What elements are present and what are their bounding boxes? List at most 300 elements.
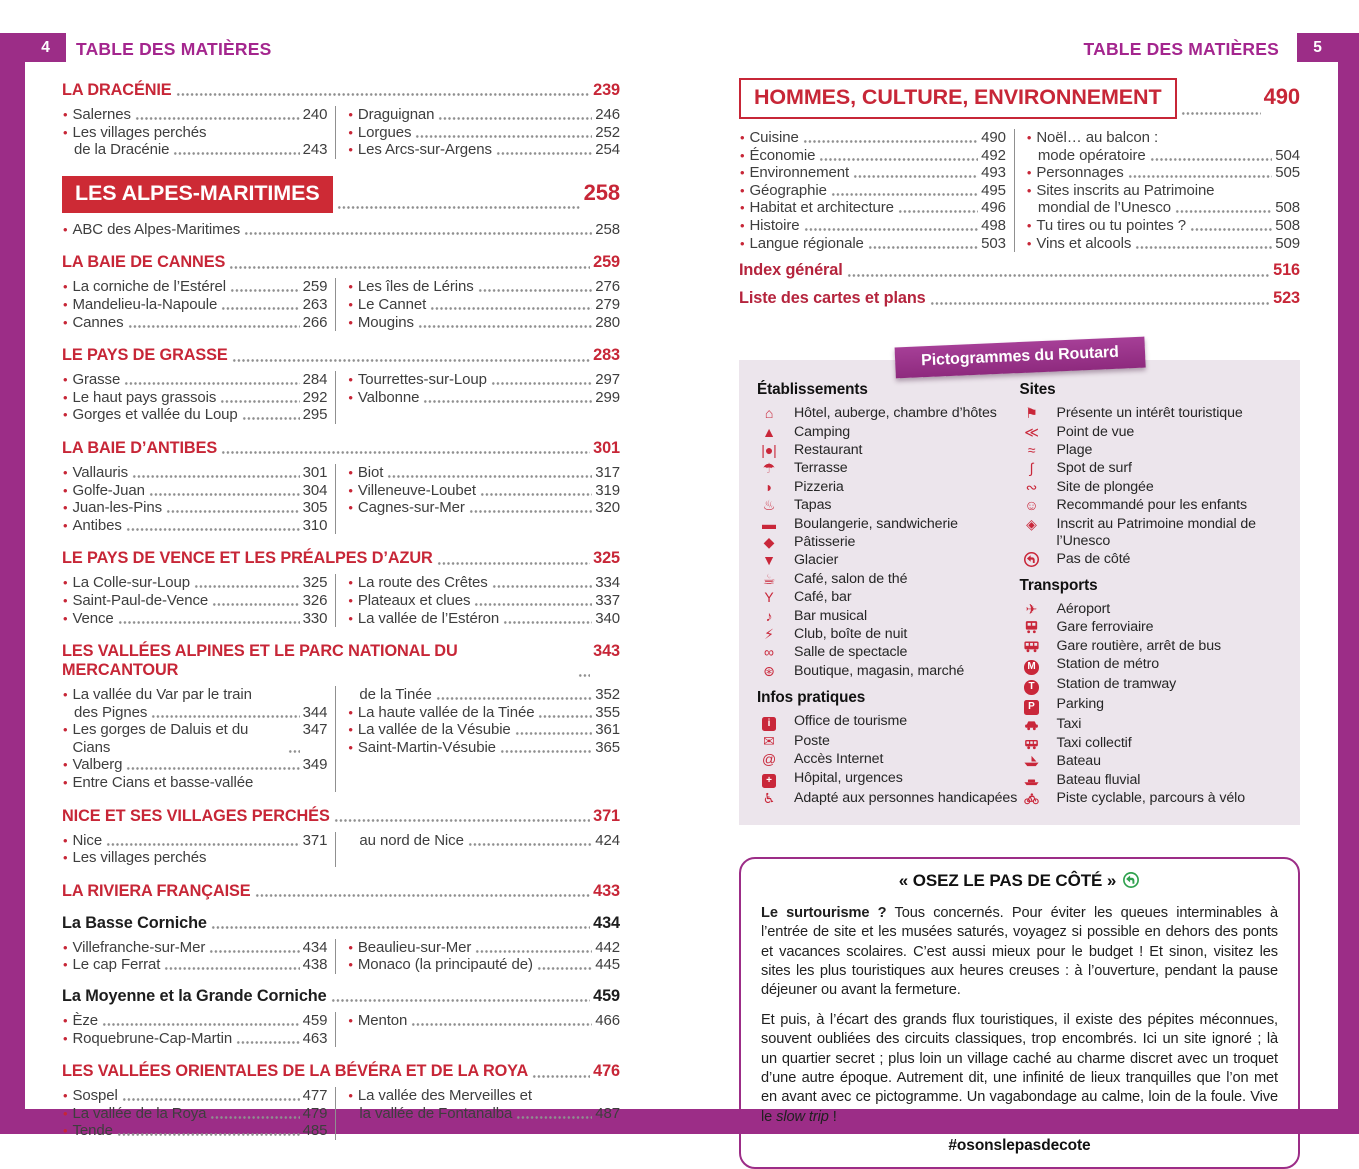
bullet-icon: • xyxy=(63,832,68,848)
pictogram-entry xyxy=(1020,772,1283,789)
terrace-icon-cell xyxy=(757,460,781,476)
bullet-icon: • xyxy=(63,296,68,312)
pictogram-label: Plage xyxy=(1056,441,1093,458)
toc-columns xyxy=(62,464,620,534)
page-number: 284 xyxy=(302,371,328,389)
dots-leader xyxy=(194,579,300,592)
page-number: 310 xyxy=(302,516,328,534)
toc-column-right xyxy=(1014,129,1300,252)
dots-leader xyxy=(831,186,978,199)
toc-entry xyxy=(1026,235,1300,253)
toc-entry xyxy=(62,464,327,482)
pictogram-entry xyxy=(1020,753,1283,770)
dots-leader xyxy=(853,169,978,182)
bullet-icon: • xyxy=(348,482,353,498)
entry-label: mode opératoire xyxy=(1037,146,1146,164)
bullet-icon: • xyxy=(63,939,68,955)
dots-leader xyxy=(1128,169,1273,182)
toc-column-left xyxy=(62,939,335,974)
entry-label: Les gorges de Daluis et du Cians xyxy=(72,721,249,756)
entry-label: La Colle-sur-Loup xyxy=(72,574,190,592)
toc-section-heading xyxy=(62,807,620,826)
internet-icon-cell xyxy=(757,751,781,767)
pictogram-entry xyxy=(1020,442,1283,459)
dots-leader xyxy=(803,134,978,147)
page-number: 487 xyxy=(595,1104,620,1122)
page-number: 239 xyxy=(593,81,620,99)
bullet-icon: • xyxy=(1026,182,1032,198)
page-number: 292 xyxy=(302,388,328,406)
bullet-icon: • xyxy=(348,372,353,388)
sidestep-paragraph: Et puis, à l’écart des grands flux touristiques, il existe des pépites méconnues, souvent oubliées des circuits classiques, trop encombrés. Ici un site ignoré ; là un quartier secret ; plus loin un village caché au charme discret avec un troquet d’une autre époque. Autrement dit, une infinité de lieux tranquilles que l’on met en avant avec ce pictogramme. Un vagabondage au calme, loin de la foule. Vive le slow trip ! xyxy=(761,1011,1278,1125)
bullet-icon: • xyxy=(63,722,68,738)
running-header-right: TABLE DES MATIÈRES xyxy=(1083,39,1279,59)
bullet-icon: • xyxy=(348,279,353,295)
sidestep-hashtag: #osonslepasdecote xyxy=(948,1137,1091,1155)
bullet-icon: • xyxy=(348,957,353,973)
page-number: 459 xyxy=(302,1012,328,1030)
bullet-icon: • xyxy=(63,314,68,330)
pictogram-entry xyxy=(1020,460,1283,477)
toc-columns xyxy=(739,129,1300,252)
toc-column-right xyxy=(335,832,620,867)
toc-entry xyxy=(62,1122,327,1140)
dots-leader xyxy=(469,504,592,517)
dots-leader xyxy=(492,579,593,592)
bullet-icon: • xyxy=(63,757,68,773)
toc-columns xyxy=(62,574,620,627)
page-number: 243 xyxy=(302,141,328,159)
entry-label: Histoire xyxy=(749,216,800,234)
bullet-icon: • xyxy=(63,407,68,423)
pictogram-label: Gare ferroviaire xyxy=(1056,619,1154,636)
toc-entry xyxy=(62,278,327,296)
camping-icon: ▲ xyxy=(762,423,776,440)
toc-section-heading xyxy=(62,346,620,365)
train-station-icon-cell xyxy=(1020,619,1044,636)
dots-leader xyxy=(236,1034,300,1047)
dots-leader xyxy=(124,376,299,389)
bullet-icon: • xyxy=(1026,235,1032,251)
bullet-icon: • xyxy=(348,500,353,516)
part-heading-label: HOMMES, CULTURE, ENVIRONNEMENT xyxy=(739,78,1177,119)
bullet-icon: • xyxy=(63,279,68,295)
bullet-icon: • xyxy=(348,739,353,755)
bullet-icon: • xyxy=(63,124,68,140)
toc-entry xyxy=(739,129,1006,147)
dots-leader xyxy=(149,486,300,499)
page-number: 347 xyxy=(302,721,328,739)
entry-label: Les Arcs-sur-Argens xyxy=(357,141,492,159)
page-number: 365 xyxy=(595,738,620,756)
airport-icon-cell xyxy=(1020,601,1044,617)
tourist-interest-icon: ⚑ xyxy=(1025,405,1038,422)
entry-label: Biot xyxy=(357,463,384,481)
bullet-icon: • xyxy=(1026,130,1032,145)
pictogram-entry xyxy=(1020,790,1283,807)
bullet-icon: • xyxy=(63,221,68,237)
dots-leader xyxy=(220,393,299,406)
dots-leader xyxy=(173,146,299,159)
entry-label: Économie xyxy=(749,146,816,164)
toc-entry xyxy=(62,1012,327,1030)
parking-icon: P xyxy=(1024,700,1039,715)
bus-station-icon xyxy=(1023,639,1040,655)
page-number: 355 xyxy=(595,703,620,721)
page-number: 523 xyxy=(1273,289,1300,308)
dots-leader xyxy=(211,920,590,933)
diving-icon: ∾ xyxy=(1025,478,1038,495)
toc-columns xyxy=(62,832,620,867)
page-number: 434 xyxy=(302,938,328,956)
toc-entry xyxy=(62,721,327,756)
toc-entry xyxy=(739,235,1006,253)
pictogram-entry xyxy=(1020,497,1283,514)
entry-label: Èze xyxy=(72,1012,99,1030)
bullet-icon: • xyxy=(63,687,68,703)
dots-leader xyxy=(437,555,590,568)
entry-label: Draguignan xyxy=(357,106,435,123)
index-entry xyxy=(739,261,1300,280)
metro-icon: M xyxy=(1024,660,1039,675)
pictogram-entry xyxy=(757,589,1020,606)
page-number: 495 xyxy=(981,181,1006,199)
taxi-icon-cell xyxy=(1020,716,1044,733)
entry-label: au nord de Nice xyxy=(359,831,464,849)
pictogram-entry xyxy=(1020,638,1283,655)
toc-entry xyxy=(347,592,620,610)
toc-entry xyxy=(62,517,327,535)
surf-icon: ∫ xyxy=(1029,460,1034,477)
toc-columns xyxy=(62,686,620,792)
toc-entry xyxy=(347,499,620,517)
toc-column-right xyxy=(335,278,620,331)
section-label: LA DRACÉNIE xyxy=(62,81,172,99)
dots-leader xyxy=(516,1109,592,1122)
page-number-left: 4 xyxy=(25,33,66,62)
pictogram-label: Recommandé pour les enfants xyxy=(1056,497,1248,514)
right-edge-bar xyxy=(1338,33,1359,1134)
toc-entry xyxy=(347,956,620,974)
section-label: LES VALLÉES ALPINES ET LE PARC NATIONAL DU MERCANTOUR xyxy=(62,642,458,680)
pictogram-entry xyxy=(1020,405,1283,422)
page-number: 259 xyxy=(593,253,620,272)
pictogram-entry xyxy=(757,770,1020,789)
toc-entry xyxy=(62,849,327,867)
toc-entry xyxy=(62,832,327,850)
dots-leader xyxy=(331,993,591,1006)
viewpoint-icon-cell xyxy=(1020,424,1044,440)
page-number: 304 xyxy=(302,481,328,499)
pictogram-entry xyxy=(757,751,1020,768)
page-number: 326 xyxy=(302,591,328,609)
dots-leader xyxy=(474,597,592,610)
pictogram-label: Gare routière, arrêt de bus xyxy=(1056,637,1221,654)
toc-entry xyxy=(62,574,327,592)
toc-section-heading xyxy=(62,439,620,458)
entry-label: Valberg xyxy=(72,756,123,774)
dots-leader xyxy=(209,943,299,956)
page-number: 319 xyxy=(595,481,620,499)
side-step-icon xyxy=(1122,874,1140,893)
toc-entry xyxy=(62,592,327,610)
entry-label: Personnages xyxy=(1036,164,1124,182)
pictogram-entry xyxy=(757,713,1020,732)
toc-column-left xyxy=(62,464,335,534)
boat-icon xyxy=(1023,754,1040,770)
page-number: 463 xyxy=(302,1029,328,1047)
toc-entry xyxy=(62,956,327,974)
dots-leader xyxy=(1150,151,1273,164)
toc-entry xyxy=(62,1030,327,1048)
page-number: 498 xyxy=(981,216,1006,234)
toc-column-right xyxy=(335,1012,620,1047)
dots-leader xyxy=(212,597,300,610)
dots-leader xyxy=(387,469,592,482)
pictogram-label: Tapas xyxy=(794,497,832,514)
toc-blocks-right xyxy=(739,78,1300,308)
page-number: 334 xyxy=(595,574,620,592)
page-number: 371 xyxy=(593,806,620,825)
dots-leader xyxy=(242,411,300,424)
dots-leader xyxy=(491,376,592,389)
entry-label: Cagnes-sur-Mer xyxy=(357,499,465,517)
toc-entry xyxy=(347,314,620,332)
toc-entry xyxy=(347,371,620,389)
pictogram-banner: Pictogrammes du Routard xyxy=(894,337,1145,379)
entry-label: Sites inscrits au Patrimoine xyxy=(1036,181,1215,199)
sidestep-title xyxy=(761,871,1278,894)
kids-icon: ☺ xyxy=(1024,497,1039,514)
dots-leader xyxy=(221,445,590,458)
toc-entry xyxy=(62,1087,327,1105)
dots-leader xyxy=(436,691,593,704)
dots-leader xyxy=(411,1017,592,1030)
page-number: 516 xyxy=(1273,261,1300,280)
terrace-icon: ☂ xyxy=(762,460,776,477)
dots-leader xyxy=(166,504,300,517)
sidestep-paragraph: Le surtourisme ? Tous concernés. Pour éviter les queues interminables à l’entrée de site et les musées saturés, voyagez si possible en dehors des ponts et vacances scolaires. C’est aussi mieux pour le budget ! Et sinon, visitez les sites les plus touristiques aux heures creuses : à l’ouverture, pendant la pause déjeuner ou avant la fermeture. xyxy=(761,904,1278,999)
viewpoint-icon: ≪ xyxy=(1024,423,1039,440)
dots-leader xyxy=(415,128,592,141)
toc-entry xyxy=(62,296,327,314)
page-number: 433 xyxy=(593,881,620,900)
bullet-icon: • xyxy=(1026,217,1032,233)
dots-leader xyxy=(244,225,592,238)
pictogram-entry xyxy=(757,405,1020,422)
pizzeria-icon-cell xyxy=(757,479,781,495)
pictogram-label: Boulangerie, sandwicherie xyxy=(794,515,958,532)
nightclub-icon-cell xyxy=(757,626,781,642)
entry-label: de la Dracénie xyxy=(74,141,170,159)
toc-entry xyxy=(347,739,620,757)
page-number: 490 xyxy=(981,129,1006,146)
pictogram-entry xyxy=(757,442,1020,459)
dots-leader xyxy=(538,708,592,721)
restaurant-icon: |●| xyxy=(761,441,777,458)
dots-leader xyxy=(537,961,592,974)
page-number: 279 xyxy=(595,295,620,313)
diving-icon-cell xyxy=(1020,479,1044,495)
shop-icon: ⊛ xyxy=(763,662,775,679)
pictogram-group-title: Sites xyxy=(1019,381,1056,399)
dots-leader xyxy=(480,486,592,499)
dots-leader xyxy=(288,743,300,756)
page-number: 361 xyxy=(595,721,620,739)
dots-leader xyxy=(868,239,978,252)
toc-entry xyxy=(62,499,327,517)
toc-entry xyxy=(347,832,620,850)
toc-entry xyxy=(347,704,620,722)
pictogram-entry xyxy=(757,571,1020,588)
entry-label: La vallée de la Vésubie xyxy=(357,721,511,739)
bullet-icon: • xyxy=(348,610,353,626)
dots-leader xyxy=(804,222,979,235)
bullet-icon: • xyxy=(348,722,353,738)
toc-section-heading xyxy=(62,914,620,933)
page-number: 477 xyxy=(302,1087,328,1105)
dots-leader xyxy=(334,813,590,826)
page-number: 438 xyxy=(302,956,328,974)
page-number: 442 xyxy=(595,938,620,956)
bullet-icon: • xyxy=(348,464,353,480)
pizzeria-icon: ◗ xyxy=(764,478,774,495)
section-label: La Moyenne et la Grande Corniche xyxy=(62,987,327,1006)
pictogram-label: Boutique, magasin, marché xyxy=(794,662,965,679)
bullet-icon: • xyxy=(63,389,68,405)
pictogram-legend-panel xyxy=(739,343,1300,825)
beach-icon-cell xyxy=(1020,442,1044,458)
pictogram-label: Camping xyxy=(794,423,851,440)
pictogram-entry xyxy=(757,552,1020,569)
pictogram-label: Office de tourisme xyxy=(794,712,908,729)
dots-leader xyxy=(164,961,299,974)
page-number: 476 xyxy=(593,1062,620,1081)
cafe-tea-icon: ☕ xyxy=(762,570,776,587)
page-number: 320 xyxy=(595,499,620,517)
toc-column-right xyxy=(335,106,620,159)
page-number: 266 xyxy=(302,313,328,331)
pictogram-entry xyxy=(1020,551,1283,568)
bullet-icon: • xyxy=(63,517,68,533)
pictogram-label: Glacier xyxy=(794,552,839,569)
sidestep-paragraphs xyxy=(761,904,1278,1127)
bike-icon xyxy=(1023,791,1040,807)
entry-label: La vallée de la Roya xyxy=(72,1104,207,1122)
toc-column-right xyxy=(335,686,620,792)
tram-icon: T xyxy=(1024,680,1039,695)
toc-column-right xyxy=(335,574,620,627)
bullet-icon: • xyxy=(63,1105,68,1121)
entry-label: Villeneuve-Loubet xyxy=(357,481,476,499)
dots-leader xyxy=(578,667,590,680)
pictogram-label: Hôpital, urgences xyxy=(794,769,903,786)
dots-leader xyxy=(126,761,299,774)
bullet-icon: • xyxy=(63,957,68,973)
running-header-left: TABLE DES MATIÈRES xyxy=(76,39,272,59)
section-label: LE PAYS DE VENCE ET LES PRÉALPES D’AZUR xyxy=(62,549,433,568)
pastry-icon-cell xyxy=(757,534,781,550)
dots-leader xyxy=(819,151,978,164)
dots-leader xyxy=(423,393,592,406)
side-step-icon xyxy=(1023,552,1040,568)
entry-label: Cuisine xyxy=(749,129,799,146)
page-number: 434 xyxy=(593,913,620,932)
pictogram-group-title: Infos pratiques xyxy=(757,688,866,706)
bullet-icon: • xyxy=(348,575,353,591)
bullet-icon: • xyxy=(348,314,353,330)
toc-entry xyxy=(62,1105,327,1123)
toc-entry xyxy=(1026,182,1300,217)
pictogram-label: Spot de surf xyxy=(1056,460,1132,477)
pictogram-entry xyxy=(757,534,1020,551)
entry-label: Nice xyxy=(72,831,103,849)
entry-label: Roquebrune-Cap-Martin xyxy=(72,1029,233,1047)
entry-label: Géographie xyxy=(749,181,827,199)
pictogram-label: Taxi xyxy=(1056,716,1082,733)
part-heading xyxy=(739,78,1300,119)
pictogram-entry xyxy=(1020,735,1283,752)
dots-leader xyxy=(132,469,300,482)
pictogram-label: Poste xyxy=(794,732,830,749)
entry-label: Salernes xyxy=(72,106,131,123)
entry-label: Villefranche-sur-Mer xyxy=(72,938,206,956)
page-number: 305 xyxy=(302,499,328,517)
toc-entry xyxy=(347,482,620,500)
entry-label: La corniche de l’Estérel xyxy=(72,278,226,296)
entry-label: Saint-Martin-Vésubie xyxy=(357,738,496,756)
entry-label: La vallée des Merveilles et xyxy=(357,1087,532,1105)
bullet-icon: • xyxy=(63,592,68,608)
pictogram-label: Point de vue xyxy=(1056,423,1135,440)
side-step-icon-cell xyxy=(1020,551,1044,568)
sidestep-title-text: « OSEZ LE PAS DE CÔTÉ » xyxy=(898,870,1117,890)
toc-column-left xyxy=(62,1012,335,1047)
pictogram-entry xyxy=(1020,479,1283,496)
kids-icon-cell xyxy=(1020,497,1044,513)
toc-column-left xyxy=(62,371,335,424)
pictogram-entry xyxy=(1020,696,1283,715)
toc-section-heading xyxy=(62,81,620,100)
wheelchair-icon: ♿ xyxy=(762,789,776,806)
entry-label: Mougins xyxy=(357,313,414,331)
bullet-icon: • xyxy=(348,1088,353,1104)
toc-columns xyxy=(62,1087,620,1140)
toc-column-left xyxy=(62,574,335,627)
dots-leader xyxy=(135,111,300,124)
dots-leader xyxy=(229,259,590,272)
bullet-icon: • xyxy=(63,850,68,866)
entry-label: Vallauris xyxy=(72,463,128,481)
bullet-icon: • xyxy=(740,235,745,251)
toc-columns xyxy=(62,371,620,424)
pictogram-entry xyxy=(757,516,1020,533)
dots-leader xyxy=(515,726,593,739)
dots-leader xyxy=(255,888,591,901)
river-boat-icon-cell xyxy=(1020,772,1044,789)
page-number: 340 xyxy=(595,609,620,627)
entry-label: la vallée de Fontanalba xyxy=(359,1104,513,1122)
toc-entry xyxy=(62,610,327,628)
dots-leader xyxy=(1181,106,1261,119)
index-label: Index général xyxy=(739,261,843,280)
entry-label: Le cap Ferrat xyxy=(72,956,161,974)
hotel-icon: ⌂ xyxy=(764,405,774,422)
section-label: LE PAYS DE GRASSE xyxy=(62,346,228,365)
pictogram-label: Pâtisserie xyxy=(794,534,856,550)
page-number: 301 xyxy=(302,463,328,481)
bullet-icon: • xyxy=(63,500,68,516)
